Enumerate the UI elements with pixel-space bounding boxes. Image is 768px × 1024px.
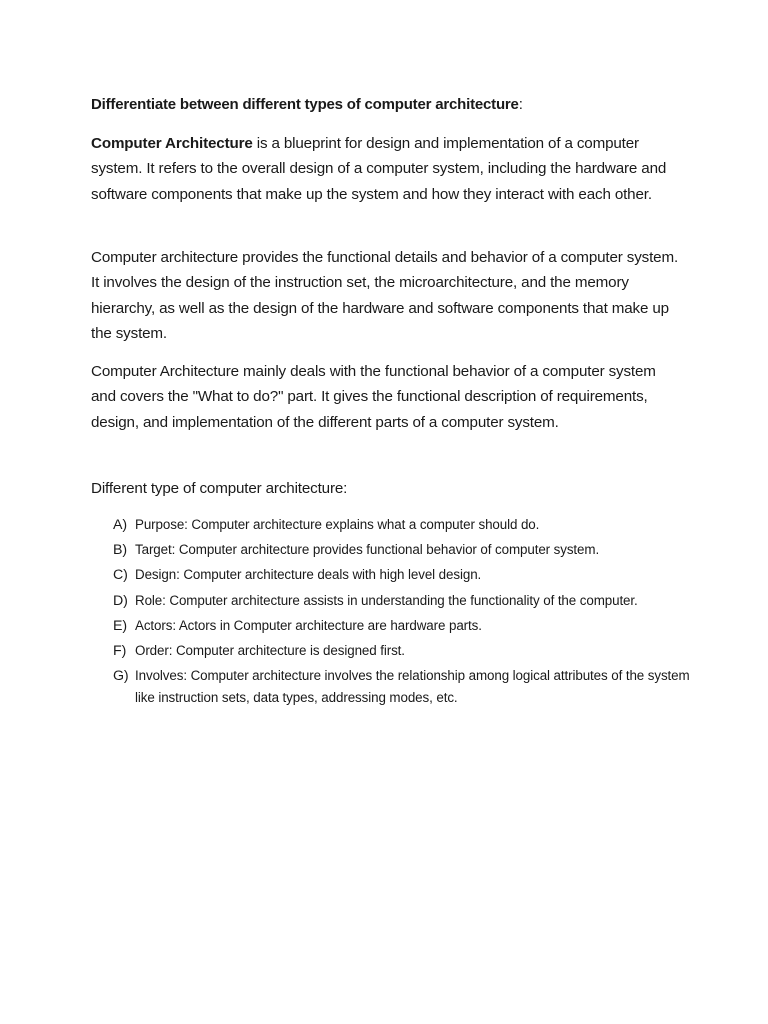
list-marker: B) (113, 542, 127, 559)
list-item-text: Target: Computer architecture provides functional behavior of computer system. (135, 542, 600, 558)
document-heading (91, 95, 523, 115)
list-item-text: Design: Computer architecture deals with high level design. (135, 567, 482, 583)
heading-text: Differentiate between different types of computer architecture (91, 96, 519, 113)
list-marker: E) (113, 617, 127, 634)
paragraph-functional-behavior: Computer Architecture mainly deals with the functional behavior of a computer system and covers the "What to do?" part. It gives the functional description of requirements, design, and implementation of the different parts of a computer system. (91, 363, 656, 431)
list-item (91, 640, 691, 662)
list-marker: C) (113, 567, 128, 584)
list-item-text: Role: Computer architecture assists in understanding the functionality of the computer. (135, 592, 638, 608)
list-marker: G) (113, 668, 129, 685)
paragraph-functional-details: Computer architecture provides the functional details and behavior of a computer system. It involves the design of the instruction set, the microarchitecture, and the memory hierarchy, as well as the design of the hardware and software components that make up the system. (91, 249, 679, 343)
paragraph-definition-text: is a blueprint for design and implementation of a computer system. It refers to the overall design of a computer system, including the hardware and software components that make up the system and how they interact with each other. (91, 135, 667, 203)
list-item-text: Involves: Computer architecture involves the relationship among logical attributes of the system like instruction sets, data types, addressing modes, etc. (135, 668, 690, 706)
list-item (91, 564, 691, 586)
heading-colon: : (518, 96, 523, 113)
term-computer-architecture: Computer Architecture (91, 135, 253, 152)
architecture-types-list (91, 514, 691, 712)
paragraph-types-intro: Different type of computer architecture: (91, 480, 348, 497)
list-item (91, 615, 691, 637)
list-marker: F) (113, 642, 127, 659)
list-item (91, 665, 691, 709)
list-marker: D) (113, 592, 128, 609)
list-item (91, 514, 691, 536)
list-item-text: Order: Computer architecture is designed first. (135, 642, 405, 658)
list-item-text: Purpose: Computer architecture explains what a computer should do. (135, 517, 540, 532)
paragraph-definition (91, 131, 681, 207)
list-item (91, 539, 691, 561)
list-item-text: Actors: Actors in Computer architecture are hardware parts. (135, 617, 482, 633)
list-marker: A) (113, 517, 127, 533)
list-item (91, 590, 691, 612)
